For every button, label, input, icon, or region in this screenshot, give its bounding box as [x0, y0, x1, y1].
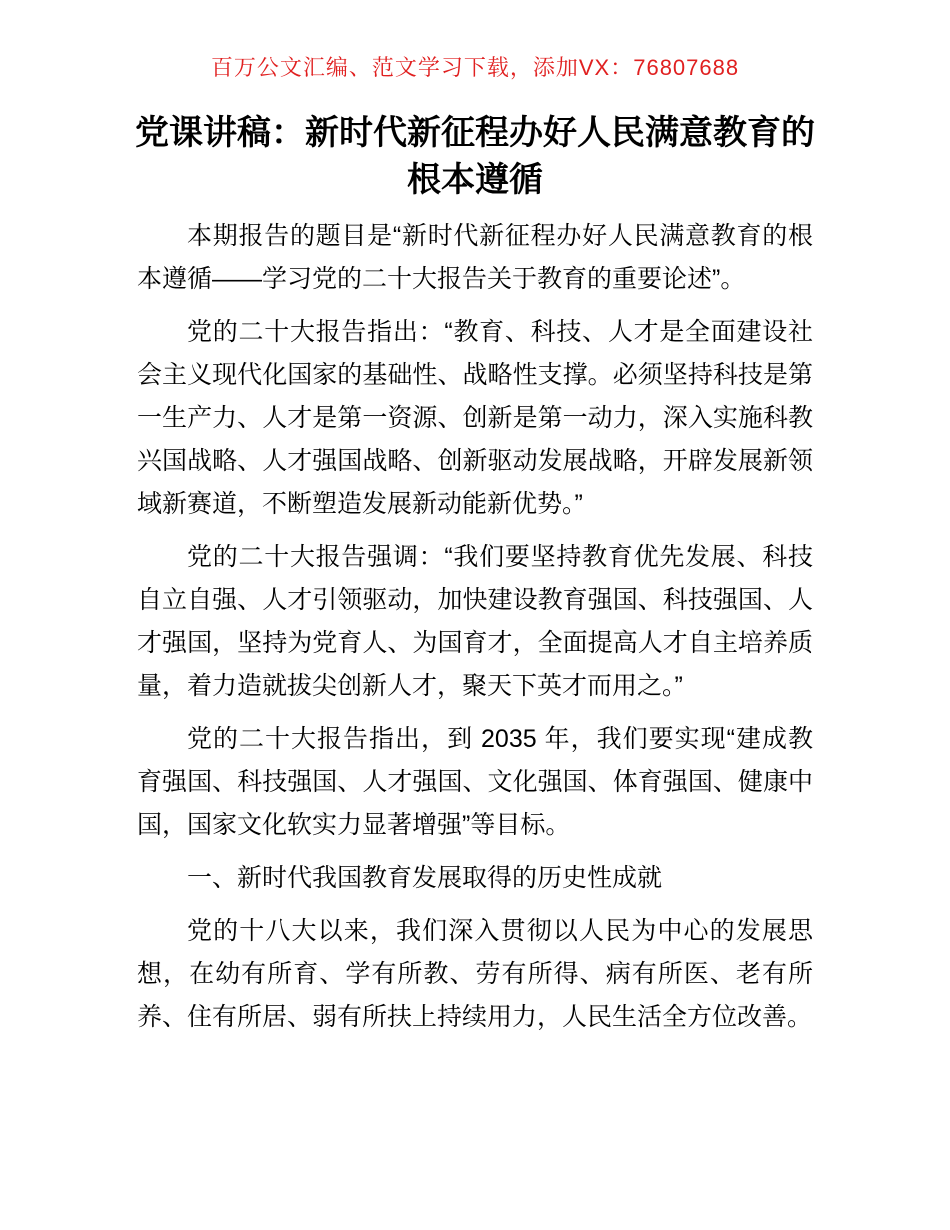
document-title: 党课讲稿：新时代新征程办好人民满意教育的根本遵循 [135, 114, 815, 199]
paragraph-report-quote-1: 党的二十大报告指出：“教育、科技、人才是全面建设社会主义现代化国家的基础性、战略性支撑。必须坚持科技是第一生产力、人才是第一资源、创新是第一动力，深入实施科教兴国战略、人才强国战略、创新驱动发展战略，开辟发展新领域新赛道，不断塑造发展新动能新优势。” [137, 318, 813, 518]
document-body [137, 215, 813, 1039]
paragraph-intro: 本期报告的题目是“新时代新征程办好人民满意教育的根本遵循——学习党的二十大报告关于教育的重要论述”。 [137, 222, 813, 293]
paragraph-since-18th-congress: 党的十八大以来，我们深入贯彻以人民为中心的发展思想，在幼有所育、学有所教、劳有所得、病有所医、老有所养、住有所居、弱有所扶上持续用力，人民生活全方位改善。 [137, 917, 813, 1031]
section-heading-1: 一、新时代我国教育发展取得的历史性成就 [187, 864, 663, 892]
paragraph-2035-goals: 党的二十大报告指出，到 2035 年，我们要实现“建成教育强国、科技强国、人才强国、文化强国、体育强国、健康中国，国家文化软实力显著增强”等目标。 [137, 725, 813, 839]
promo-banner: 百万公文汇编、范文学习下载，添加VX：76807688 [210, 55, 740, 80]
paragraph-report-quote-2: 党的二十大报告强调：“我们要坚持教育优先发展、科技自立自强、人才引领驱动，加快建设教育强国、科技强国、人才强国，坚持为党育人、为国育才，全面提高人才自主培养质量，着力造就拔尖创新人才，聚天下英才而用之。” [137, 543, 813, 700]
